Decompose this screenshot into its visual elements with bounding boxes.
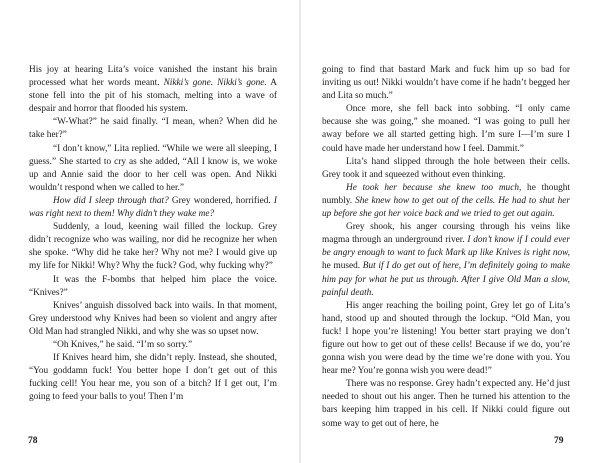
page-number: 79 bbox=[554, 436, 564, 446]
paragraph: “Oh Knives,” he said. “I’m so sorry.” bbox=[53, 339, 193, 350]
paragraph: Lita’s hand slipped through the hole between their cells. Grey took it and squeezed without even thinking. bbox=[322, 156, 570, 180]
right-page bbox=[300, 0, 600, 463]
paragraph: “W-What?” he said finally. “I mean, when? When did he take her?” bbox=[29, 117, 277, 141]
paragraph: going to find that bastard Mark and fuck him up so bad for inviting us out! Nikki wouldn’t have come if he hadn’t begged her and Lita so much.” bbox=[322, 65, 570, 102]
paragraph: If Knives heard him, she didn’t reply. Instead, she shouted, “You goddamn fuck! You better hope I don’t get out of this fucking cell! You hear me, you son of a bitch? If I get out, I’m going to feed your balls to you! Then I’m bbox=[29, 353, 277, 403]
paragraph: His joy at hearing Lita’s voice vanished the instant his brain processed what her words meant. Nikki’s gone. Nikki’s gone. A stone fell into the pit of his stomach, melting into a wave of despair and horror that flooded his system. bbox=[29, 65, 277, 115]
right-page-text bbox=[322, 64, 570, 431]
paragraph: It was the F-bombs that helped him place the voice. “Knives?” bbox=[29, 274, 277, 298]
paragraph: Once more, she fell back into sobbing. “I only came because she was going,” she moaned. “I was going to pull her away before we all started getting high. I’m sure I—I’m sure I could have made her understand how I feel. Dammit.” bbox=[322, 104, 570, 154]
page-number: 78 bbox=[28, 436, 38, 446]
paragraph: Suddenly, a loud, keening wail filled the lockup. Grey didn’t recognize who was wailing, nor did he recognize her when she spoke. “Why did he take her? Why not me? I would give up my life for Nikki! Why? Why the fuck? God, why fucking why?” bbox=[29, 222, 277, 272]
left-page-text bbox=[29, 64, 277, 404]
paragraph: How did I sleep through that? Grey wondered, horrified. I was right next to them! Why didn’t they wake me? bbox=[29, 195, 277, 220]
paragraph: There was no response. Grey hadn’t expected any. He’d just needed to shout out his anger. Then he turned his attention to the bars keeping him trapped in his cell. If Nikki could figure out some way to get out of here, he bbox=[322, 379, 570, 429]
paragraph: Knives’ anguish dissolved back into wails. In that moment, Grey understood why Knives had been so violent and angry after Old Man had strangled Nikki, and why she was so upset now. bbox=[29, 300, 277, 337]
paragraph: Grey shook, his anger coursing through his veins like magma through an underground river. I don’t know if I could ever be angry enough to want to fuck Mark up like Knives is right now, he mused. But if I do get out of here, I’m definitely going to make him pay for what he put us through. After I give Old Man a slow, painful death. bbox=[322, 222, 570, 298]
paragraph: He took her because she knew too much, he thought numbly. She knew how to get out of the cells. He had to shut her up before she got her voice back and we tried to get out again. bbox=[322, 182, 570, 220]
paragraph: “I don’t know,” Lita replied. “While we were all sleeping, I guess.” She started to cry as she added, “All I know is, we woke up and Annie said the door to her cell was open. And Nikki wouldn’t respond when we called to her.” bbox=[29, 143, 277, 193]
paragraph: His anger reaching the boiling point, Grey let go of Lita’s hand, stood up and shouted through the lockup. “Old Man, you fuck! I hope you’re listening! You better start praying we don’t figure out how to get out of these cells! Because if we do, you’re gonna wish you were dead by the time we’re done with you. You hear me? You’re gonna wish you were dead!” bbox=[322, 300, 570, 377]
